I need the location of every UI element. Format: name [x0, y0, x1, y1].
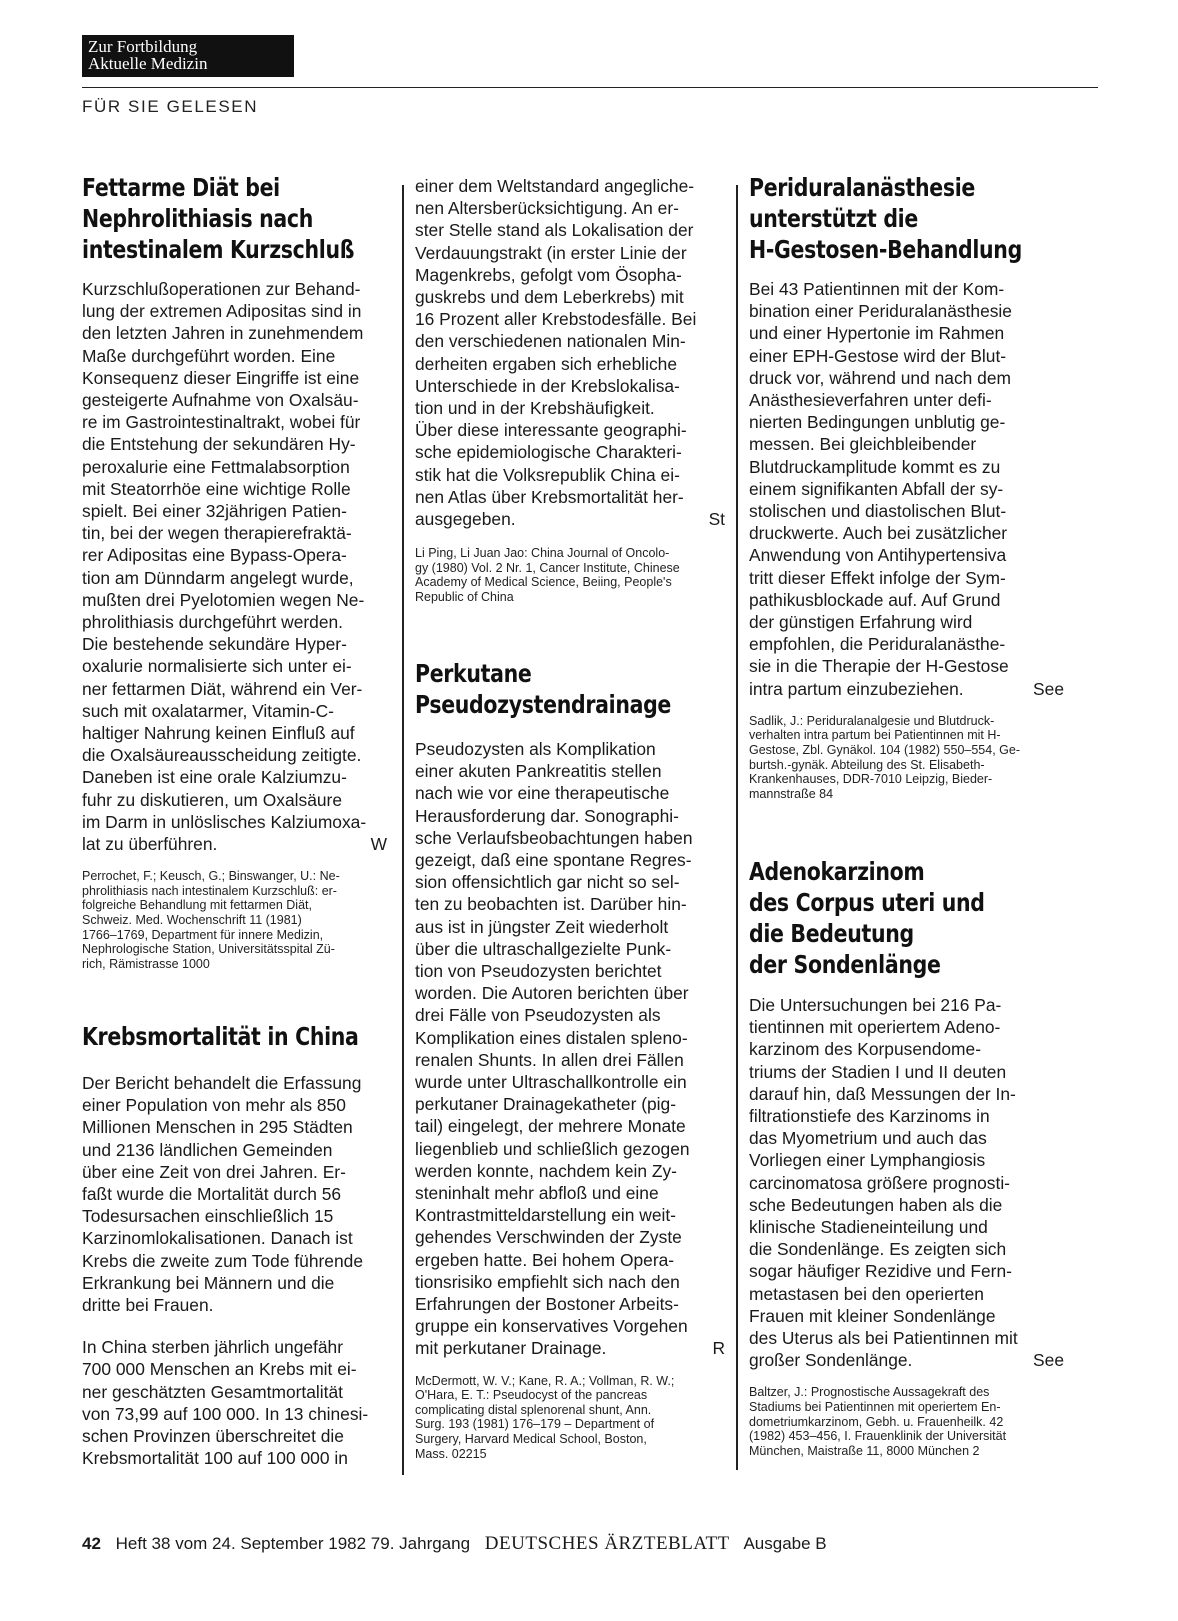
- body-line: großer Sondenlänge.: [749, 1350, 913, 1371]
- body-line: Todesursachen einschließlich 15: [82, 1206, 334, 1227]
- column-divider-2: [736, 185, 738, 1470]
- body-line: über eine Zeit von drei Jahren. Er-: [82, 1161, 346, 1182]
- title-line: Krebsmortalität in China: [82, 1022, 359, 1051]
- body-line: der günstigen Erfahrung wird: [749, 612, 973, 633]
- ref-line: folgreiche Behandlung mit fettarmen Diät,: [82, 898, 312, 913]
- body-line: tion am Dünndarm angelegt wurde,: [82, 567, 354, 588]
- ref-line: Krankenhauses, DDR-7010 Leipzig, Bieder-: [749, 772, 993, 787]
- body-line: den verschiedenen nationalen Min-: [415, 331, 686, 352]
- title-line: unterstützt die: [749, 204, 918, 233]
- body-line: des Uterus als bei Patientinnen mit: [749, 1328, 1018, 1349]
- body-line: ausgegeben.: [415, 509, 516, 530]
- body-line: 16 Prozent aller Krebstodesfälle. Bei: [415, 309, 697, 330]
- ref-line: Mass. 02215: [415, 1446, 487, 1461]
- ref-line: burtsh.-gynäk. Abteilung des St. Elisabeth-: [749, 757, 985, 772]
- page-footer: [82, 1533, 827, 1555]
- title-line: die Bedeutung: [749, 919, 914, 948]
- body-line: Krebsmortalität 100 auf 100 000 in: [82, 1448, 348, 1469]
- body-line: re im Gastrointestinaltrakt, wobei für: [82, 412, 361, 433]
- body-line: von 73,99 auf 100 000. In 13 chinesi-: [82, 1403, 369, 1424]
- body-line: tin, bei der wegen therapierefraktä-: [82, 523, 352, 544]
- body-line: aus ist in jüngster Zeit wiederholt: [415, 916, 669, 937]
- body-line: schen Provinzen überschreitet die: [82, 1426, 344, 1447]
- ref-line: mannstraße 84: [749, 786, 834, 801]
- article-reference: [415, 546, 725, 604]
- article-adenokarzinom: [749, 856, 1064, 1458]
- ref-line: Gestose, Zbl. Gynäkol. 104 (1982) 550–554, Ge-: [749, 743, 1020, 758]
- body-line: stolischen und diastolischen Blut-: [749, 501, 1007, 522]
- body-line: das Myometrium und auch das: [749, 1128, 987, 1149]
- body-line: gesteigerte Aufnahme von Oxalsäu-: [82, 390, 359, 411]
- section-label-line1: Zur Fortbildung: [88, 37, 198, 56]
- author-initial: St: [708, 509, 725, 530]
- body-line: Vorliegen einer Lymphangiosis: [749, 1150, 986, 1171]
- body-line: Die bestehende sekundäre Hyper-: [82, 634, 347, 655]
- body-line: filtrationstiefe des Karzinoms in: [749, 1106, 990, 1127]
- article-body: [82, 278, 387, 855]
- ref-line: Baltzer, J.: Prognostische Aussagekraft des: [749, 1385, 990, 1400]
- body-line: ten zu beobachten ist. Darüber hin-: [415, 894, 687, 915]
- journal-name: DEUTSCHES ÄRZTEBLATT: [484, 1533, 730, 1554]
- body-line: oxalurie normalisierte sich unter ei-: [82, 656, 352, 677]
- body-line: rer Adipositas eine Bypass-Opera-: [82, 545, 347, 566]
- body-line: einem signifikanten Abfall der sy-: [749, 478, 1004, 499]
- body-line: Herausforderung dar. Sonographi-: [415, 805, 679, 826]
- body-line: faßt wurde die Mortalität durch 56: [82, 1184, 342, 1205]
- author-initial: See: [1033, 1350, 1064, 1371]
- title-line: der Sondenlänge: [749, 950, 941, 979]
- body-line: peroxalurie eine Fettmalabsorption: [82, 456, 350, 477]
- ref-line: Schweiz. Med. Wochenschrift 11 (1981): [82, 913, 302, 928]
- body-line: Pseudozysten als Komplikation: [415, 739, 656, 759]
- author-initial: W: [370, 834, 387, 855]
- body-line: Anästhesieverfahren unter defi-: [749, 390, 992, 411]
- body-line: druck vor, während und nach dem: [749, 367, 1011, 388]
- title-line: des Corpus uteri und: [749, 888, 985, 917]
- body-line: such mit oxalatarmer, Vitamin-C-: [82, 700, 334, 721]
- article-body: [415, 738, 725, 1360]
- ref-line: (1982) 453–456, I. Frauenklinik der Universität: [749, 1429, 1007, 1444]
- body-line: Maße durchgeführt worden. Eine: [82, 345, 336, 366]
- ref-line: Sadlik, J.: Periduralanalgesie und Blutdruck-: [749, 713, 995, 728]
- article-reference: [82, 869, 387, 971]
- paragraph-gap: [82, 1316, 387, 1336]
- body-last-line: [82, 833, 387, 855]
- ref-line: rich, Rämistrasse 1000: [82, 956, 210, 971]
- body-line: die Oxalsäureausscheidung zeitigte.: [82, 745, 362, 766]
- body-line: einer akuten Pankreatitis stellen: [415, 761, 662, 782]
- body-line: und einer Hypertonie im Rahmen: [749, 323, 1005, 344]
- body-line: drei Fälle von Pseudozysten als: [415, 1005, 661, 1026]
- title-line: Nephrolithiasis nach: [82, 204, 314, 233]
- article-body: [415, 175, 725, 530]
- body-line: fuhr zu diskutieren, um Oxalsäure: [82, 789, 343, 810]
- body-line: Daneben ist eine orale Kalziumzu-: [82, 767, 347, 788]
- article-krebs-continued: [415, 175, 725, 605]
- body-line: empfohlen, die Periduralanästhe-: [749, 634, 1006, 655]
- ref-line: dometriumkarzinom, Gebh. u. Frauenheilk. 42: [749, 1414, 1004, 1429]
- body-line: tion von Pseudozysten berichtet: [415, 961, 662, 982]
- body-line: den letzten Jahren in zunehmendem: [82, 323, 364, 344]
- ref-line: Surg. 193 (1981) 176–179 – Department of: [415, 1417, 655, 1432]
- body-line: werden konnte, nachdem kein Zy-: [415, 1160, 677, 1181]
- title-line: Perkutane: [415, 659, 532, 688]
- body-line: sogar häufiger Rezidive und Fern-: [749, 1261, 1012, 1282]
- body-line: perkutaner Drainagekatheter (pig-: [415, 1094, 677, 1115]
- body-line: Kontrastmitteldarstellung ein weit-: [415, 1205, 676, 1226]
- title-line: Periduralanästhesie: [749, 173, 975, 202]
- body-line: In China sterben jährlich ungefähr: [82, 1337, 344, 1358]
- body-line: druckwerte. Auch bei zusätzlicher: [749, 523, 1008, 544]
- article-title: [82, 1021, 359, 1052]
- title-line: Adenokarzinom: [749, 857, 925, 886]
- body-line: karzinom des Korpusendome-: [749, 1039, 981, 1060]
- body-line: wurde unter Ultraschallkontrolle ein: [415, 1072, 687, 1093]
- body-line: gehendes Verschwinden der Zyste: [415, 1227, 682, 1248]
- section-title: FÜR SIE GELESEN: [82, 97, 259, 116]
- body-line: Blutdruckamplitude kommt es zu: [749, 456, 1001, 477]
- ref-line: Republic of China: [415, 590, 514, 605]
- body-line: bination einer Periduralanästhesie: [749, 301, 1012, 322]
- section-label-box: [82, 35, 294, 77]
- body-line: tion und in der Krebshäufigkeit.: [415, 398, 655, 419]
- body-line: spielt. Bei einer 32jährigen Patien-: [82, 501, 347, 522]
- body-line: haltiger Nahrung keinen Einfluß auf: [82, 723, 355, 744]
- body-line: Erkrankung bei Männern und die: [82, 1272, 335, 1293]
- body-line: im Darm in unlöslisches Kalziumoxa-: [82, 811, 367, 832]
- body-line: Magenkrebs, gefolgt vom Ösopha-: [415, 264, 682, 285]
- body-line: guskrebs und dem Leberkrebs) mit: [415, 287, 684, 308]
- article-body: [749, 278, 1064, 700]
- article-reference: [749, 1385, 1064, 1458]
- body-line: nierten Bedingungen unblutig ge-: [749, 412, 1006, 433]
- title-line: Fettarme Diät bei: [82, 173, 280, 202]
- body-line: mußten drei Pyelotomien wegen Ne-: [82, 589, 365, 610]
- body-line: nen Altersberücksichtigung. An er-: [415, 198, 679, 219]
- body-line: renalen Shunts. In allen drei Fällen: [415, 1049, 684, 1070]
- body-line: die Entstehung der sekundären Hy-: [82, 434, 356, 455]
- body-line: darauf hin, daß Messungen der In-: [749, 1083, 1016, 1104]
- title-line: Pseudozystendrainage: [415, 690, 672, 719]
- article-title: [749, 856, 1007, 980]
- body-line: einer Population von mehr als 850: [82, 1095, 346, 1116]
- body-line: messen. Bei gleichbleibender: [749, 434, 977, 455]
- body-line: ergeben hatte. Bei hohem Opera-: [415, 1249, 675, 1270]
- body-line: sche Verlaufsbeobachtungen haben: [415, 827, 693, 848]
- ref-line: Perrochet, F.; Keusch, G.; Binswanger, U.: Ne-: [82, 869, 340, 884]
- body-line: die Sondenlänge. Es zeigten sich: [749, 1239, 1007, 1260]
- body-last-line: [415, 1337, 725, 1359]
- article-reference: [749, 714, 1064, 802]
- article-title: [749, 172, 1022, 265]
- body-line: tritt dieser Effekt infolge der Sym-: [749, 567, 1006, 588]
- article-body: [82, 1072, 387, 1469]
- article-krebs: [82, 1021, 387, 1469]
- body-line: Kurzschlußoperationen zur Behand-: [82, 279, 361, 299]
- body-line: Unterschiede in der Krebslokalisa-: [415, 375, 680, 396]
- ref-line: phrolithiasis nach intestinalem Kurzschluß: er-: [82, 883, 337, 898]
- article-reference: [415, 1374, 725, 1462]
- body-line: sie in die Therapie der H-Gestose: [749, 656, 1009, 677]
- author-initial: R: [712, 1338, 725, 1359]
- body-line: Erfahrungen der Bostoner Arbeits-: [415, 1294, 679, 1315]
- article-fettarme: [82, 172, 387, 971]
- ref-line: München, Maistraße 11, 8000 München 2: [749, 1443, 980, 1458]
- article-title: [82, 172, 355, 265]
- body-line: metastasen bei den operierten: [749, 1283, 984, 1304]
- edition-info: Ausgabe B: [743, 1534, 827, 1553]
- body-line: steninhalt mehr abfloß und eine: [415, 1183, 659, 1204]
- body-line: Konsequenz dieser Eingriffe ist eine: [82, 367, 360, 388]
- body-line: über die ultraschallgezielte Punk-: [415, 938, 672, 959]
- ref-line: McDermott, W. V.; Kane, R. A.; Vollman, R. W.;: [415, 1373, 675, 1388]
- header-rule: [82, 87, 1098, 88]
- ref-line: verhalten intra partum bei Patientinnen mit H-: [749, 728, 1001, 743]
- body-line: sche Bedeutungen haben als die: [749, 1194, 1003, 1215]
- body-line: worden. Die Autoren berichten über: [415, 983, 689, 1004]
- body-line: einer EPH-Gestose wird der Blut-: [749, 345, 1007, 366]
- page-number: 42: [82, 1534, 101, 1553]
- ref-line: Nephrologische Station, Universitätsspital Zü-: [82, 942, 335, 957]
- body-line: sion offensichtlich gar nicht so sel-: [415, 872, 680, 893]
- article-periduralanaesthesie: [749, 172, 1064, 801]
- body-line: Krebs die zweite zum Tode führende: [82, 1250, 363, 1271]
- ref-line: O'Hara, E. T.: Pseudocyst of the pancreas: [415, 1388, 648, 1403]
- body-line: Komplikation eines distalen spleno-: [415, 1027, 688, 1048]
- body-line: lung der extremen Adipositas sind in: [82, 301, 362, 322]
- title-line: H-Gestosen-Behandlung: [749, 235, 1022, 264]
- body-line: Millionen Menschen in 295 Städten: [82, 1117, 353, 1138]
- body-line: intra partum einzubeziehen.: [749, 678, 964, 699]
- title-line: intestinalem Kurzschluß: [82, 235, 355, 264]
- body-line: nach wie vor eine therapeutische: [415, 783, 670, 804]
- ref-line: 1766–1769, Department für innere Medizin,: [82, 927, 324, 942]
- body-line: Anwendung von Antihypertensiva: [749, 545, 1007, 566]
- body-line: triums der Stadien I und II deuten: [749, 1061, 1007, 1082]
- body-line: tionsrisiko empfiehlt sich nach den: [415, 1271, 680, 1292]
- body-line: pathikusblockade auf. Auf Grund: [749, 589, 1001, 610]
- body-line: derheiten ergaben sich erhebliche: [415, 353, 678, 374]
- column-divider-1: [402, 185, 404, 1475]
- body-line: ster Stelle stand als Lokalisation der: [415, 220, 694, 241]
- body-line: ner geschätzten Gesamtmortalität: [82, 1381, 343, 1402]
- body-line: nen Atlas über Krebsmortalität her-: [415, 486, 684, 507]
- issue-info: Heft 38 vom 24. September 1982 79. Jahrgang: [115, 1534, 471, 1553]
- ref-line: complicating distal splenorenal shunt, Ann.: [415, 1402, 652, 1417]
- ref-line: Stadiums bei Patientinnen mit operiertem En-: [749, 1400, 1001, 1415]
- body-line: sche epidemiologische Charakteri-: [415, 442, 682, 463]
- ref-line: Academy of Medical Science, Beiing, People's: [415, 575, 672, 590]
- body-line: 700 000 Menschen an Krebs mit ei-: [82, 1359, 357, 1380]
- body-line: stik hat die Volksrepublik China ei-: [415, 464, 680, 485]
- body-line: Verdauungstrakt (in erster Linie der: [415, 242, 687, 263]
- body-last-line: [415, 508, 725, 530]
- body-last-line: [749, 1349, 1064, 1371]
- body-line: tail) eingelegt, der mehrere Monate: [415, 1116, 686, 1137]
- body-line: lat zu überführen.: [82, 834, 218, 855]
- body-line: und 2136 ländlichen Gemeinden: [82, 1139, 333, 1160]
- body-line: Der Bericht behandelt die Erfassung: [82, 1073, 362, 1093]
- body-line: tientinnen mit operiertem Adeno-: [749, 1017, 1001, 1038]
- author-initial: See: [1033, 678, 1064, 699]
- body-line: klinische Stadieneinteilung und: [749, 1217, 988, 1238]
- body-line: Bei 43 Patientinnen mit der Kom-: [749, 279, 1005, 299]
- body-line: gezeigt, daß eine spontane Regres-: [415, 850, 692, 871]
- body-line: carcinomatosa größere prognosti-: [749, 1172, 1010, 1193]
- ref-line: Surgery, Harvard Medical School, Boston,: [415, 1432, 647, 1447]
- body-line: einer dem Weltstandard angegliche-: [415, 176, 695, 196]
- body-line: phrolithiasis durchgeführt werden.: [82, 612, 344, 633]
- article-title: [415, 658, 672, 720]
- body-line: Die Untersuchungen bei 216 Pa-: [749, 995, 1002, 1015]
- body-line: gruppe ein konservatives Vorgehen: [415, 1316, 688, 1337]
- body-line: dritte bei Frauen.: [82, 1295, 214, 1316]
- body-line: liegenblieb und schließlich gezogen: [415, 1138, 690, 1159]
- article-perkutane: [415, 658, 725, 1461]
- section-label-line2: Aktuelle Medizin: [88, 54, 208, 73]
- body-line: mit Steatorrhöe eine wichtige Rolle: [82, 478, 351, 499]
- body-line: ner fettarmen Diät, während ein Ver-: [82, 678, 363, 699]
- body-line: Karzinomlokalisationen. Danach ist: [82, 1228, 353, 1249]
- ref-line: Li Ping, Li Juan Jao: China Journal of Oncolo-: [415, 546, 670, 561]
- body-line: Frauen mit kleiner Sondenlänge: [749, 1305, 996, 1326]
- ref-line: gy (1980) Vol. 2 Nr. 1, Cancer Institute, Chinese: [415, 560, 680, 575]
- body-last-line: [749, 678, 1064, 700]
- article-body: [749, 994, 1064, 1371]
- body-line: Über diese interessante geographi-: [415, 420, 687, 441]
- body-line: mit perkutaner Drainage.: [415, 1338, 607, 1359]
